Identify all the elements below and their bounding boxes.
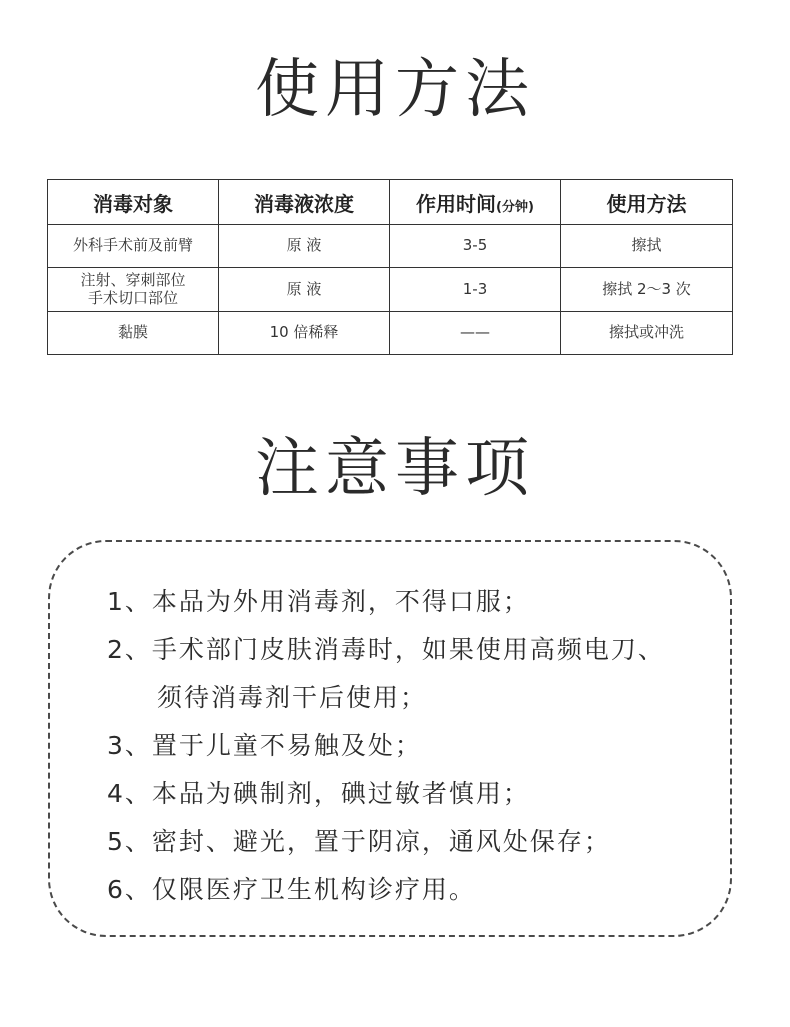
notes-list xyxy=(107,578,707,914)
cell-object-line: 黏膜 xyxy=(117,323,148,342)
header-action-time-unit: (分钟) xyxy=(496,199,534,215)
note-text: 4、本品为碘制剂，碘过敏者慎用； xyxy=(107,779,530,808)
cell-time: 3-5 xyxy=(390,225,561,268)
cell-method: 擦拭或冲洗 xyxy=(561,312,733,355)
usage-table xyxy=(47,179,733,355)
list-item xyxy=(107,818,707,866)
cell-time: 1-3 xyxy=(390,268,561,312)
note-text: 5、密封、避光，置于阴凉，通风处保存； xyxy=(107,827,611,856)
header-action-time-label: 作用时间 xyxy=(416,191,497,216)
list-item xyxy=(107,626,707,722)
note-text: 2、手术部门皮肤消毒时，如果使用高频电刀、 xyxy=(107,635,665,664)
cell-concentration: 原 液 xyxy=(219,268,390,312)
table-row xyxy=(48,225,733,268)
table-row xyxy=(48,268,733,312)
header-usage-method: 使用方法 xyxy=(561,180,733,225)
note-text: 1、本品为外用消毒剂，不得口服； xyxy=(107,587,530,616)
table-row xyxy=(48,312,733,355)
cell-object-line: 外科手术前及前臂 xyxy=(72,236,193,255)
list-item xyxy=(107,722,707,770)
cell-object-line: 注射、穿刺部位 xyxy=(80,271,186,290)
list-item xyxy=(107,866,707,914)
cell-object xyxy=(48,268,219,312)
note-text: 6、仅限医疗卫生机构诊疗用。 xyxy=(107,875,476,904)
list-item xyxy=(107,578,707,626)
header-concentration: 消毒液浓度 xyxy=(219,180,390,225)
cell-time: —— xyxy=(390,312,561,355)
cell-method: 擦拭 2～3 次 xyxy=(561,268,733,312)
cell-method: 擦拭 xyxy=(561,225,733,268)
cell-object xyxy=(48,312,219,355)
cell-concentration: 10 倍稀释 xyxy=(219,312,390,355)
cell-object xyxy=(48,225,219,268)
note-continuation: 须待消毒剂干后使用； xyxy=(157,683,428,712)
header-disinfection-object: 消毒对象 xyxy=(48,180,219,225)
cell-object-line: 手术切口部位 xyxy=(87,288,178,307)
list-item xyxy=(107,770,707,818)
notes-section-title: 注意事项 xyxy=(255,432,535,506)
cell-concentration: 原 液 xyxy=(219,225,390,268)
table-header-row xyxy=(48,180,733,225)
note-text: 3、置于儿童不易触及处； xyxy=(107,731,422,760)
usage-section-title: 使用方法 xyxy=(255,53,535,127)
header-action-time xyxy=(390,180,561,225)
